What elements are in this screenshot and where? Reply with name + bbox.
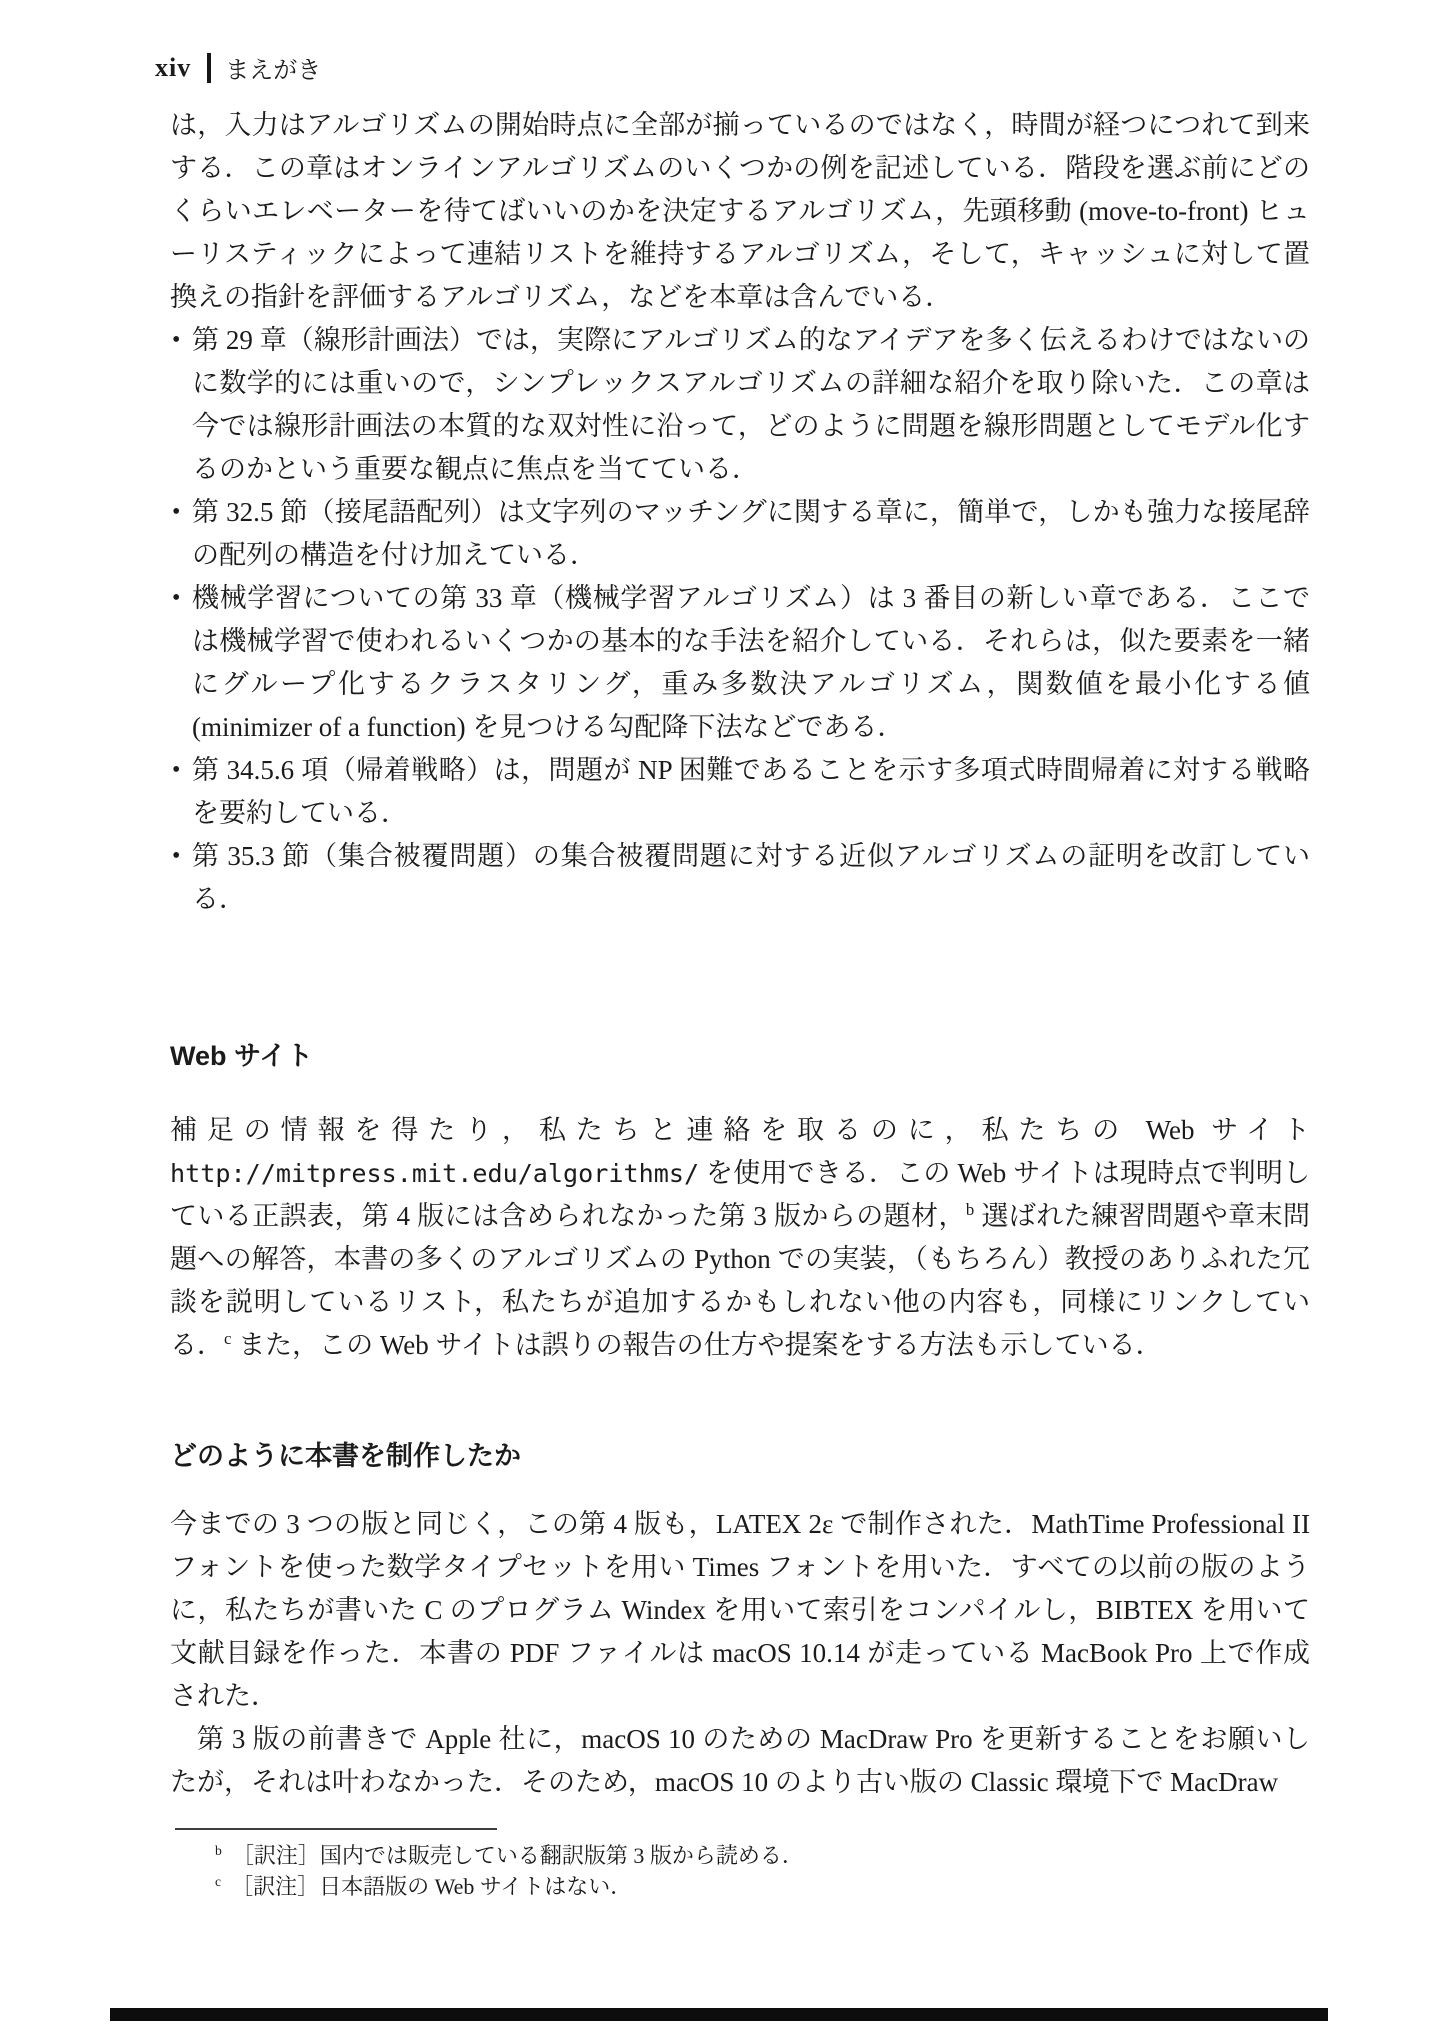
footnote-marker: b: [215, 1842, 222, 1858]
change-list-item: [172, 319, 1310, 491]
bullet-icon: •: [172, 327, 181, 353]
production-paragraph-2: 第 3 版の前書きで Apple 社に，macOS 10 のための MacDraw Pro を更新することをお願いしたが，それは叶わなかった．そのため，macOS 10 のより古い版の Classic 環境下で MacDraw: [170, 1724, 1310, 1797]
footnote-text: ［訳注］日本語版の Web サイトはない．: [231, 1874, 633, 1899]
page-number: xiv: [155, 52, 192, 82]
production-paragraph-1: 今までの 3 つの版と同じく，この第 4 版も，LATEX 2ε で制作された．MathTime Professional II フォントを使った数学タイプセットを用い Times フォントを用いた．すべての以前の版のように，私たちが書いた C のプログラム Windex を用いて索引をコンパイルし，BIBTEX を用いて文献目録を作った．本書の PDF ファイルは macOS 10.14 が走っている MacBook Pro 上で作成された．: [170, 1509, 1310, 1711]
section-heading-website: Web サイト: [170, 1041, 314, 1071]
change-list-item-text: 第 35.3 節（集合被覆問題）の集合被覆問題に対する近似アルゴリズムの証明を改訂している．: [192, 841, 1310, 914]
change-list-item: [172, 491, 1310, 577]
footnote-marker: c: [215, 1873, 222, 1889]
change-list-item-text: 第 29 章（線形計画法）では，実際にアルゴリズム的なアイデアを多く伝えるわけではないのに数学的には重いので，シンプレックスアルゴリズムの詳細な紹介を取り除いた．この章は今では線形計画法の本質的な双対性に沿って，どのように問題を線形問題としてモデル化するのかという重要な観点に焦点を当てている．: [192, 325, 1310, 484]
bullet-icon: •: [172, 757, 181, 783]
footnote-b: [175, 1840, 1305, 1871]
change-list-item: [172, 577, 1310, 749]
bullet-icon: •: [172, 585, 181, 611]
change-list-item: [172, 835, 1310, 921]
text-column: [170, 104, 1310, 1804]
footnote-rule: [175, 1828, 497, 1830]
chapter-title: まえがき: [225, 58, 322, 84]
change-list: [170, 319, 1310, 921]
section-heading-production: どのように本書を制作したか: [170, 1441, 521, 1471]
footnote-block: [175, 1828, 1305, 1902]
change-list-item-text: 第 34.5.6 項（帰着戦略）は，問題が NP 困難であることを示す多項式時間帰着に対する戦略を要約している．: [192, 755, 1310, 828]
bullet-icon: •: [172, 843, 181, 869]
change-list-item-text: 第 32.5 節（接尾語配列）は文字列のマッチングに関する章に，簡単で，しかも強力な接尾辞の配列の構造を付け加えている．: [192, 497, 1310, 570]
scan-artifact-bar: [110, 2008, 1328, 2021]
list-continuation-paragraph: は，入力はアルゴリズムの開始時点に全部が揃っているのではなく，時間が経つにつれて到来する．この章はオンラインアルゴリズムのいくつかの例を記述している．階段を選ぶ前にどのくらいエレベーターを待てばいいのかを決定するアルゴリズム，先頭移動 (move-to-front) ヒューリスティックによって連結リストを維持するアルゴリズム，そして，キャッシュに対して置換えの指針を評価するアルゴリズム，などを本章は含んでいる．: [170, 110, 1310, 312]
bullet-icon: •: [172, 499, 181, 525]
running-header: [155, 50, 321, 85]
change-list-item: [172, 749, 1310, 835]
footnote-text: ［訳注］国内では販売している翻訳版第 3 版から読める．: [231, 1843, 804, 1868]
website-paragraph: 補足の情報を得たり，私たちと連絡を取るのに，私たちの Web サイト http://mitpress.mit.edu/algorithms/ を使用できる．この Web サイトは現時点で判明している正誤表，第 4 版には含められなかった第 3 版からの題材，$^b$ 選ばれた練習問題や章末問題への解答，本書の多くのアルゴリズムの Python での実装，（もちろん）教授のありふれた冗談を説明しているリスト，私たちが追加するかもしれない他の内容も，同様にリンクしている．$^c$ また，この Web サイトは誤りの報告の仕方や提案をする方法も示している．: [170, 1115, 1311, 1360]
change-list-item-text: 機械学習についての第 33 章（機械学習アルゴリズム）は 3 番目の新しい章である．ここでは機械学習で使われるいくつかの基本的な手法を紹介している．それらは，似た要素を一緒にグループ化するクラスタリング，重み多数決アルゴリズム，関数値を最小化する値 (minimizer of a function) を見つける勾配降下法などである．: [192, 583, 1310, 742]
footnote-c: [175, 1871, 1305, 1902]
header-divider: [207, 53, 211, 83]
